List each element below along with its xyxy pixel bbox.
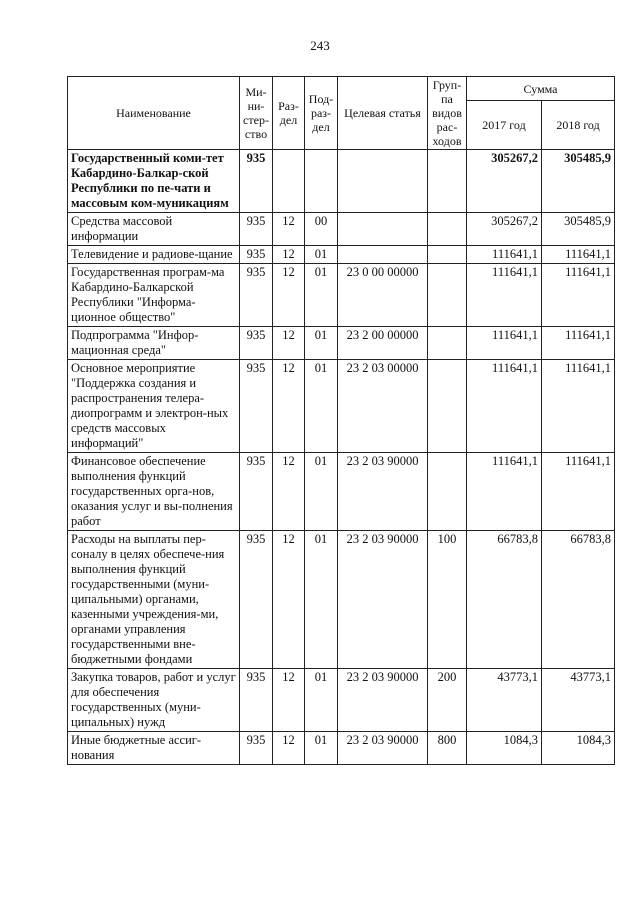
row-name: Закупка товаров, работ и услуг для обеспечения государственных (муни-ципальных) нужд <box>68 669 240 732</box>
row-ministry: 935 <box>240 150 273 213</box>
row-sum-2017: 305267,2 <box>467 213 542 246</box>
row-expense-group <box>428 150 467 213</box>
row-ministry: 935 <box>240 453 273 531</box>
row-sum-2018: 305485,9 <box>542 213 615 246</box>
row-target-article: 23 2 03 90000 <box>338 669 428 732</box>
header-ministry: Ми-ни-стер-ство <box>240 77 273 150</box>
row-sum-2017: 43773,1 <box>467 669 542 732</box>
row-sum-2018: 305485,9 <box>542 150 615 213</box>
row-name: Государственный коми-тет Кабардино-Балкар-ской Республики по пе-чати и массовым ком-муникациям <box>68 150 240 213</box>
row-ministry: 935 <box>240 246 273 264</box>
row-sum-2018: 111641,1 <box>542 246 615 264</box>
row-name: Основное мероприятие "Поддержка создания и распространения телера-диопрограмм и электрон-ных средств массовых информаций" <box>68 360 240 453</box>
table-row <box>68 732 615 765</box>
row-section: 12 <box>273 360 305 453</box>
row-sum-2018: 111641,1 <box>542 264 615 327</box>
row-name: Средства массовой информации <box>68 213 240 246</box>
row-section: 12 <box>273 669 305 732</box>
row-section: 12 <box>273 327 305 360</box>
row-expense-group <box>428 360 467 453</box>
table-row <box>68 246 615 264</box>
row-sum-2017: 111641,1 <box>467 246 542 264</box>
row-target-article: 23 2 00 00000 <box>338 327 428 360</box>
row-sum-2017: 1084,3 <box>467 732 542 765</box>
row-expense-group <box>428 327 467 360</box>
row-target-article <box>338 246 428 264</box>
row-sum-2018: 111641,1 <box>542 360 615 453</box>
row-subsection: 01 <box>305 360 338 453</box>
header-2018: 2018 год <box>542 101 615 150</box>
table-row <box>68 327 615 360</box>
header-sum: Сумма <box>467 77 615 101</box>
header-name: Наименование <box>68 77 240 150</box>
table-row <box>68 453 615 531</box>
row-target-article <box>338 213 428 246</box>
row-sum-2018: 1084,3 <box>542 732 615 765</box>
row-section: 12 <box>273 531 305 669</box>
row-subsection: 01 <box>305 264 338 327</box>
row-subsection: 01 <box>305 669 338 732</box>
row-target-article: 23 0 00 00000 <box>338 264 428 327</box>
table-row <box>68 150 615 213</box>
row-sum-2017: 305267,2 <box>467 150 542 213</box>
row-subsection: 01 <box>305 732 338 765</box>
row-sum-2017: 66783,8 <box>467 531 542 669</box>
row-ministry: 935 <box>240 264 273 327</box>
row-expense-group: 800 <box>428 732 467 765</box>
row-name: Государственная програм-ма Кабардино-Балкарской Республики "Информа-ционное общество" <box>68 264 240 327</box>
row-target-article <box>338 150 428 213</box>
row-section: 12 <box>273 246 305 264</box>
row-sum-2018: 66783,8 <box>542 531 615 669</box>
row-target-article: 23 2 03 00000 <box>338 360 428 453</box>
row-expense-group <box>428 264 467 327</box>
row-name: Телевидение и радиове-щание <box>68 246 240 264</box>
table-body <box>68 150 615 765</box>
row-ministry: 935 <box>240 531 273 669</box>
row-name: Финансовое обеспечение выполнения функций государственных орга-нов, оказания услуг и вы-полнения работ <box>68 453 240 531</box>
row-ministry: 935 <box>240 327 273 360</box>
header-target: Целевая статья <box>338 77 428 150</box>
page-number: 243 <box>310 38 330 53</box>
row-section: 12 <box>273 264 305 327</box>
table-row <box>68 213 615 246</box>
row-expense-group: 100 <box>428 531 467 669</box>
row-expense-group: 200 <box>428 669 467 732</box>
header-expense-group: Груп-па видов рас-ходов <box>428 77 467 150</box>
table-row <box>68 531 615 669</box>
table-row <box>68 360 615 453</box>
row-section: 12 <box>273 453 305 531</box>
row-sum-2017: 111641,1 <box>467 264 542 327</box>
row-name: Подпрограмма "Инфор-мационная среда" <box>68 327 240 360</box>
row-subsection: 01 <box>305 246 338 264</box>
row-expense-group <box>428 453 467 531</box>
row-ministry: 935 <box>240 669 273 732</box>
row-expense-group <box>428 246 467 264</box>
row-subsection: 01 <box>305 453 338 531</box>
row-target-article: 23 2 03 90000 <box>338 732 428 765</box>
row-name: Иные бюджетные ассиг-нования <box>68 732 240 765</box>
row-sum-2018: 111641,1 <box>542 453 615 531</box>
row-subsection <box>305 150 338 213</box>
row-sum-2017: 111641,1 <box>467 360 542 453</box>
table-row <box>68 264 615 327</box>
row-subsection: 01 <box>305 327 338 360</box>
row-expense-group <box>428 213 467 246</box>
row-sum-2017: 111641,1 <box>467 327 542 360</box>
budget-table <box>67 76 615 765</box>
table-row <box>68 669 615 732</box>
header-2017: 2017 год <box>467 101 542 150</box>
row-section <box>273 150 305 213</box>
row-subsection: 00 <box>305 213 338 246</box>
row-sum-2018: 111641,1 <box>542 327 615 360</box>
row-ministry: 935 <box>240 732 273 765</box>
header-section: Раз-дел <box>273 77 305 150</box>
row-sum-2017: 111641,1 <box>467 453 542 531</box>
row-sum-2018: 43773,1 <box>542 669 615 732</box>
row-section: 12 <box>273 213 305 246</box>
row-name: Расходы на выплаты пер-соналу в целях обеспече-ния выполнения функций государственными (муни-ципальными) органами, казенными учреждения-ми, органами управления государственными вне-бюджетными фондами <box>68 531 240 669</box>
row-target-article: 23 2 03 90000 <box>338 531 428 669</box>
row-ministry: 935 <box>240 213 273 246</box>
row-section: 12 <box>273 732 305 765</box>
row-target-article: 23 2 03 90000 <box>338 453 428 531</box>
row-subsection: 01 <box>305 531 338 669</box>
row-ministry: 935 <box>240 360 273 453</box>
header-subsection: Под-раз-дел <box>305 77 338 150</box>
